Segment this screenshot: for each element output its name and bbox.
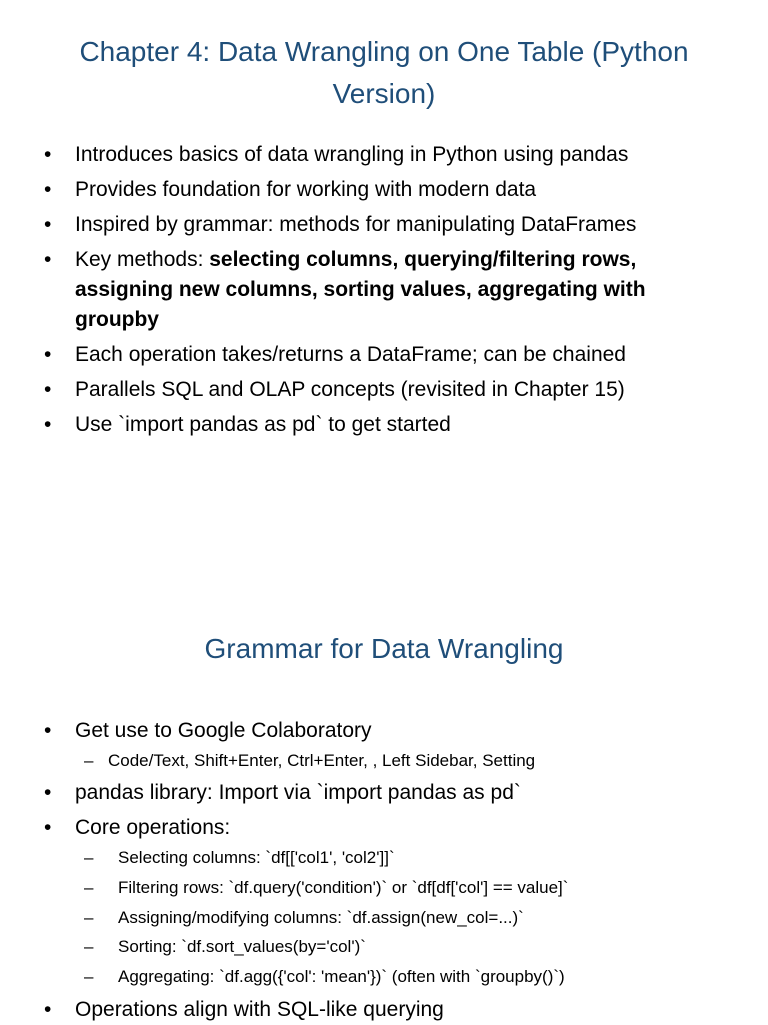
key-methods-prefix: Key methods: [75, 248, 210, 271]
dash-glyph: – [84, 751, 94, 770]
bullet-text: Parallels SQL and OLAP concepts (revisited in Chapter 15) [75, 378, 625, 401]
sub-item-text: Sorting: `df.sort_values(by='col')` [118, 937, 366, 957]
sub-list [75, 843, 728, 992]
bullet-text: Each operation takes/returns a DataFrame; can be chained [75, 343, 626, 366]
key-methods-bold: selecting columns, querying/filtering rows, assigning new columns, sorting values, aggregating with groupby [75, 248, 646, 331]
bullet-glyph: • [44, 997, 52, 1021]
sub-item-text: Aggregating: `df.agg({'col': 'mean'})` (often with `groupby()`) [118, 967, 565, 986]
bullet-glyph: • [44, 143, 52, 166]
sub-list-item [0, 843, 728, 873]
dash-glyph: – [84, 907, 94, 927]
bullet-glyph: • [44, 178, 52, 201]
bullet-glyph: • [44, 816, 52, 839]
bullet-text: Get use to Google Colaboratory [75, 719, 372, 742]
bullet-text: Core operations: [75, 816, 231, 839]
bullet-glyph: • [44, 213, 52, 236]
dash-glyph: – [84, 848, 94, 867]
bullet-glyph: • [44, 413, 52, 436]
list-item [0, 778, 768, 808]
bullet-list [0, 716, 768, 1025]
sub-item-text: Assigning/modifying columns: `df.assign(new_col=...)` [118, 907, 524, 927]
dash-glyph: – [84, 937, 94, 957]
bullet-text: Operations align with SQL-like querying [75, 997, 444, 1021]
sub-list-item [0, 746, 728, 775]
bullet-text: Provides foundation for working with modern data [75, 178, 537, 201]
sub-list [75, 746, 728, 775]
list-item [0, 995, 768, 1025]
bullet-glyph: • [44, 248, 52, 271]
dash-glyph: – [84, 877, 94, 897]
bullet-text: pandas library: Import via `import pandas as pd` [75, 781, 521, 804]
list-item [0, 813, 768, 992]
sub-item-text: Code/Text, Shift+Enter, Ctrl+Enter, , Left Sidebar, Setting [108, 751, 536, 770]
bullet-glyph: • [44, 378, 52, 401]
bullet-glyph: • [44, 343, 52, 366]
sub-list-item [0, 932, 728, 962]
bullet-glyph: • [44, 719, 52, 742]
sub-list-item [0, 873, 728, 903]
slide-title: Chapter 4: Data Wrangling on One Table (Python Version) [79, 36, 689, 109]
bullet-text: Use `import pandas as pd` to get started [75, 413, 451, 436]
bullet-text: Introduces basics of data wrangling in Python using pandas [75, 143, 629, 166]
slide-title: Grammar for Data Wrangling [204, 633, 564, 664]
sub-list-item [0, 903, 728, 933]
bullet-text: Inspired by grammar: methods for manipulating DataFrames [75, 213, 637, 236]
sub-list-item [0, 962, 728, 992]
list-item [0, 716, 768, 775]
sub-item-text: Filtering rows: `df.query('condition')` or `df[df['col'] == value]` [118, 877, 569, 897]
dash-glyph: – [84, 967, 94, 986]
sub-item-text: Selecting columns: `df[['col1', 'col2']]` [118, 848, 395, 867]
bullet-glyph: • [44, 781, 52, 804]
